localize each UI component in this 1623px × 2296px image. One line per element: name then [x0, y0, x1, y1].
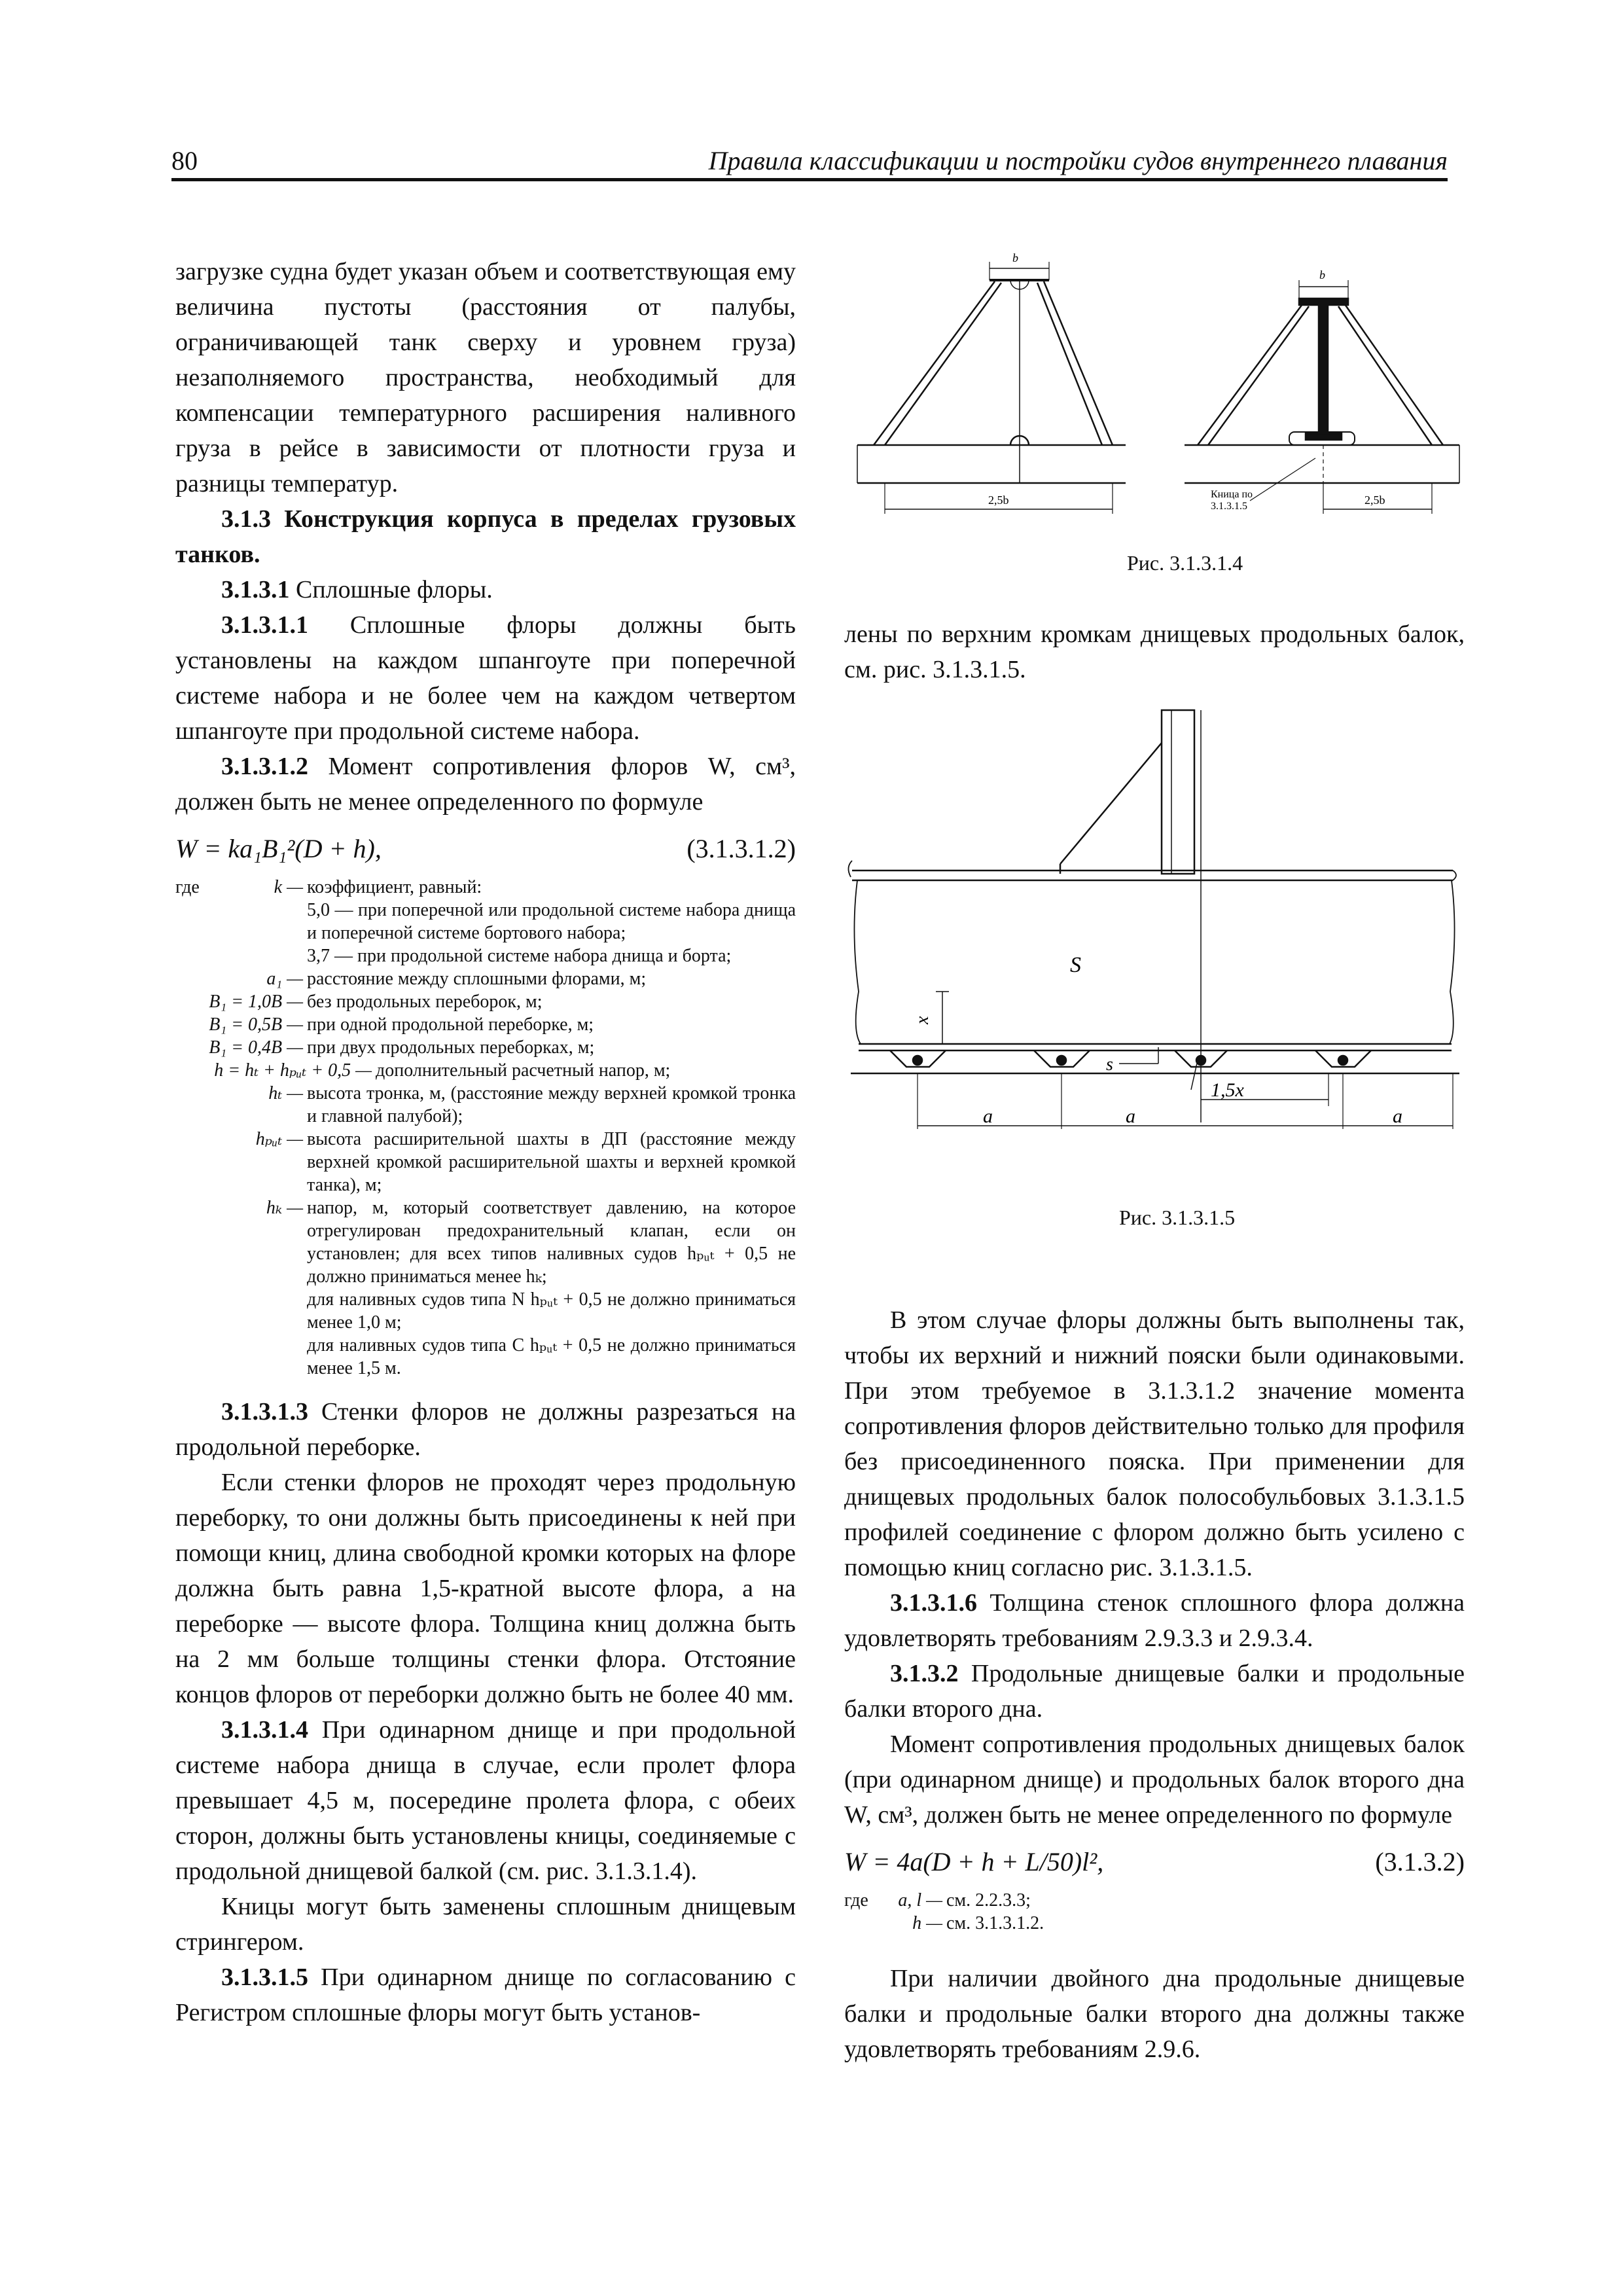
note-knee-line1: Кница по [1211, 489, 1253, 500]
paragraph-moment: Момент сопротивления продольных днищевых балок (при одинарном днище) и продольных балок второго дна W, см³, должен быть не менее определенного по формуле [844, 1731, 1465, 1829]
clause-number: 3.1.3.2 [890, 1660, 959, 1687]
dim-b-right: b [1319, 268, 1325, 281]
formula-3-1-3-2 [844, 1844, 1465, 1880]
clause-number: 3.1.3.1.5 [221, 1964, 308, 1991]
caption-fig-3-1-3-1-4: Рис. 3.1.3.1.4 [1127, 551, 1243, 575]
label-a-2: a [1126, 1105, 1135, 1127]
paragraph-knee: Если стенки флоров не проходят через продольную переборку, то они должны быть присоединены к ней при помощи книц, длина свободной кромки которых на флоре должна быть равна 1,5-кратной высоте флора, а на переборке — высоте флора. Толщина книц должна быть на 2 мм больше толщины стенки флора. Отстояние концов флоров от переборки должно быть не более 40 мм. [175, 1469, 796, 1708]
where-item-hk: hₖ — напор, м, который соответствует давлению, на которое отрегулирован предохранительный клапан, если он установлен; для всех типов наливных судов hₚᵤₜ + 0,5 не должно приниматься менее hₖ; [266, 1198, 796, 1287]
clause-3-1-3-1-5 [175, 1960, 796, 2030]
label-a-3: a [1393, 1105, 1402, 1127]
label-a-1: a [983, 1105, 993, 1127]
where-item-hk-n: для наливных судов типа N hₚᵤₜ + 0,5 не должно приниматься менее 1,0 м; [307, 1289, 796, 1333]
where-item-k-5: 5,0 — при поперечной или продольной системе набора днища и поперечной системе бортового набора; [307, 900, 796, 943]
section-heading-3-1-3: 3.1.3 Конструкция корпуса в пределах грузовых танков. [175, 505, 796, 568]
right-paragraph-continuation: лены по верхним кромкам днищевых продольных балок, см. рис. 3.1.3.1.5. [844, 620, 1465, 683]
formula-number: (3.1.3.1.2) [687, 834, 796, 863]
figure-3-1-3-1-4 [844, 242, 1472, 543]
paragraph-double-bottom: При наличии двойного дна продольные днищевые балки и продольные балки второго дна должны также удовлетворять требованиям 2.9.6. [844, 1965, 1465, 2063]
where-item-hput: hₚᵤₜ — высота расширительной шахты в ДП (расстояние между верхней кромкой расширительной шахты и верхней кромкой танка), м; [255, 1129, 796, 1195]
where-item-b1-1: B₁ = 1,0B — без продольных переборок, м; [209, 992, 543, 1012]
header-rule [171, 178, 1448, 181]
figure-3-1-3-1-5 [844, 704, 1466, 1181]
paragraph-case: В этом случае флоры должны быть выполнены так, чтобы их верхний и нижний пояски были одинаковыми. При этом требуемое в 3.1.3.1.2 значение момента сопротивления флоров действительно только для профиля без присоединенного пояска. При применении для днищевых продольных балок полособульбовых 3.1.3.1.5 профилей соединение с флором должно быть усилено с помощью книц согласно рис. 3.1.3.1.5. [844, 1306, 1465, 1581]
running-title: Правила классификации и постройки судов внутреннего плавания [708, 146, 1448, 175]
clause-3-1-3-1-3 [175, 1394, 796, 1465]
where-block [175, 876, 796, 1380]
where-item-k: k — коэффициент, равный: [274, 877, 482, 897]
dim-b-left: b [1012, 251, 1018, 264]
where-label: где [175, 877, 200, 897]
bottom-longitudinals [890, 1050, 1371, 1067]
clause-text: При одинарном днище по согласованию с Регистром сплошные флоры могут быть установ- [175, 1964, 796, 2026]
label-x: x [912, 1016, 933, 1024]
paragraph-continuation: загрузке судна будет указан объем и соответствующая ему величина пустоты (расстояния от палубы, ограничивающей танк сверху и уровнем груза) незаполняемого пространства, необходимый для компенсации температурного расширения наливного груза в рейсе в зависимости от плотности груза и разницы температур. [175, 258, 796, 497]
clause-3-1-3-1 [175, 572, 796, 607]
clause-text: Стенки флоров не должны разрезаться на продольной переборке. [175, 1398, 796, 1461]
where-item-b1-3: B₁ = 0,4B — при двух продольных переборках, м; [209, 1037, 595, 1058]
note-knee-line2: 3.1.3.1.5 [1211, 501, 1247, 512]
clause-3-1-3-2 [844, 1656, 1465, 1727]
where-item-h: h = hₜ + hₚᵤₜ + 0,5 — дополнительный расчетный напор, м; [214, 1060, 671, 1081]
right-column-lower [844, 1302, 1465, 2067]
where-item-h: h — см. 3.1.3.1.2. [912, 1913, 1044, 1933]
clause-number: 3.1.3.1.6 [890, 1589, 977, 1617]
formula-3-1-3-1-2 [175, 831, 796, 867]
formula-number: (3.1.3.2) [1375, 1847, 1465, 1876]
label-1-5x: 1,5x [1211, 1079, 1244, 1101]
where-item-k-3-7: 3,7 — при продольной системе набора днища и борта; [307, 946, 732, 966]
where-block-2 [844, 1889, 1465, 1935]
clause-text: Сплошные флоры. [289, 576, 493, 603]
page-number: 80 [171, 146, 198, 175]
label-s-web: s [1106, 1054, 1113, 1075]
clause-text: При одинарном днище и при продольной системе набора днища в случае, если пролет флора превышает 4,5 м, посередине пролета флора, с обеих сторон, должны быть установлены кницы, соединяемые с продольной днищевой балкой (см. рис. 3.1.3.1.4). [175, 1716, 796, 1885]
clause-text: Момент сопротивления флоров W, см³, должен быть не менее определенного по формуле [175, 753, 796, 816]
where-item-hk-c: для наливных судов типа С hₚᵤₜ + 0,5 не должно приниматься менее 1,5 м. [307, 1335, 796, 1378]
clause-text: Сплошные флоры должны быть установлены на каждом шпангоуте при поперечной системе набора и не более чем на каждом четвертом шпангоуте при продольной системе набора. [175, 611, 796, 745]
formula-expression: W = ka₁B₁²(D + h), [175, 834, 382, 863]
dim-2-5b-left: 2,5b [988, 493, 1009, 507]
clause-number: 3.1.3.1.2 [221, 753, 308, 780]
clause-3-1-3-1-1 [175, 607, 796, 749]
label-s-plate: S [1070, 953, 1081, 977]
clause-3-1-3-1-2 [175, 749, 796, 819]
clause-3-1-3-1-6 [844, 1585, 1465, 1656]
where-item-a1: a₁ — расстояние между сплошными флорами, м; [266, 969, 647, 989]
where-item-ht: hₜ — высота тронка, м, (расстояние между верхней кромкой тронка и главной палубой); [268, 1083, 796, 1126]
clause-number: 3.1.3.1 [221, 576, 290, 603]
formula-expression: W = 4a(D + h + L/50)l², [844, 1847, 1104, 1876]
dim-2-5b-right: 2,5b [1364, 493, 1385, 507]
clause-number: 3.1.3.1.4 [221, 1716, 308, 1744]
paragraph-stringer: Кницы могут быть заменены сплошным днищевым стрингером. [175, 1893, 796, 1956]
where-item-b1-2: B₁ = 0,5B — при одной продольной переборке, м; [209, 1014, 594, 1035]
clause-number: 3.1.3.1.3 [221, 1398, 308, 1426]
clause-number: 3.1.3.1.1 [221, 611, 308, 639]
left-column [175, 254, 796, 2030]
clause-3-1-3-1-4 [175, 1712, 796, 1889]
clause-text: Толщина стенок сплошного флора должна удовлетворять требованиям 2.9.3.3 и 2.9.3.4. [844, 1589, 1465, 1652]
where-item-a-l: a, l — см. 2.2.3.3; [898, 1890, 1031, 1910]
where-label: где [844, 1890, 868, 1910]
caption-fig-3-1-3-1-5: Рис. 3.1.3.1.5 [1119, 1206, 1236, 1229]
clause-text: Продольные днищевые балки и продольные балки второго дна. [844, 1660, 1465, 1723]
